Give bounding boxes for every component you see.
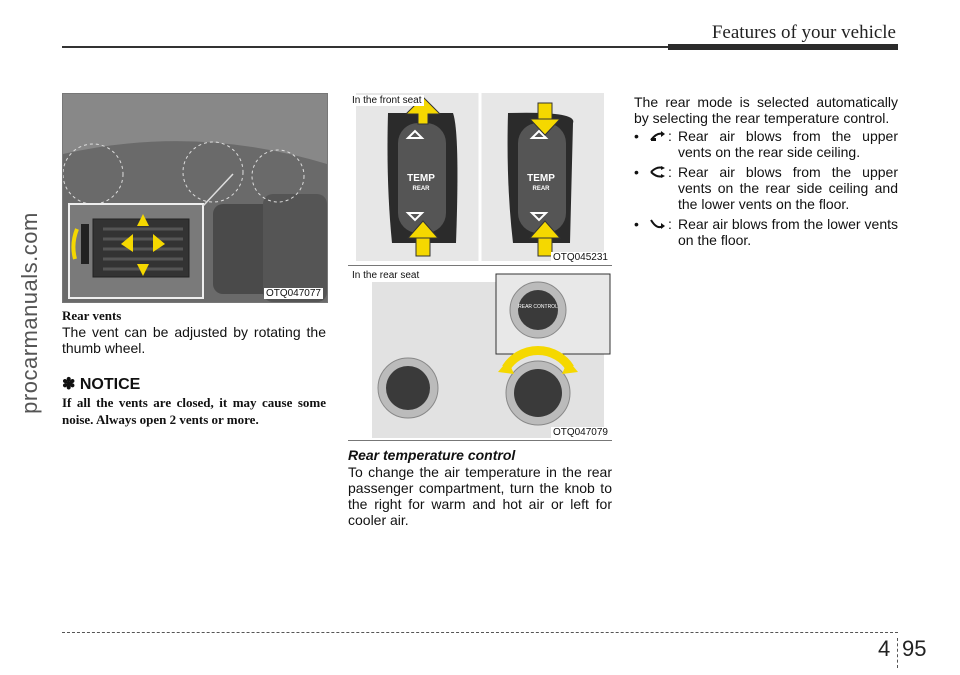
page-number: 95 — [902, 636, 927, 661]
rear-label-left: REAR — [412, 186, 430, 192]
list-item: • : Rear air blows from the lower vents on the floor. — [634, 216, 898, 248]
list-item: • : Rear air blows from the upper vents on the rear side ceiling and the lower vents on the floor. — [634, 164, 898, 212]
bullet-text: Rear air blows from the upper vents on the rear side ceiling and the lower vents on the floor. — [678, 164, 898, 212]
bullet-text: Rear air blows from the upper vents on the rear side ceiling. — [678, 128, 898, 160]
rear-seat-figure — [348, 268, 612, 441]
list-item: • : Rear air blows from the upper vents on the rear side ceiling. — [634, 128, 898, 160]
notice-title: ✽ NOTICE — [62, 376, 141, 393]
side-watermark: procarmanuals.com — [17, 212, 42, 414]
rear-vents-body: The vent can be adjusted by rotating the thumb wheel. — [62, 324, 326, 356]
upper-vent-icon — [646, 128, 668, 160]
floor-vent-icon — [646, 216, 668, 248]
header-bar — [668, 44, 898, 50]
bi-level-vent-icon — [646, 164, 668, 212]
knob-label: REAR CONTROL — [518, 304, 558, 310]
notice-body: If all the vents are closed, it may cause some noise. Always open 2 vents or more. — [62, 395, 326, 427]
front-seat-figure — [348, 93, 612, 266]
front-seat-label: In the front seat — [352, 95, 422, 106]
rear-label-right: REAR — [532, 186, 550, 192]
header-title: Features of your vehicle — [711, 22, 896, 43]
rear-temp-body: To change the air temperature in the rear passenger compartment, turn the knob to the right for warm and hot air or left for cooler air. — [348, 464, 612, 528]
rear-mode-intro: The rear mode is selected automatically by selecting the rear temperature control. — [634, 94, 898, 126]
page-separator — [897, 638, 898, 668]
front-seat-illustration — [348, 93, 612, 265]
rear-mode-list — [634, 128, 898, 248]
front-seat-code: OTQ045231 — [552, 252, 608, 263]
rear-seat-label: In the rear seat — [352, 270, 420, 281]
rear-seat-illustration — [348, 268, 612, 440]
rear-vents-heading: Rear vents — [62, 308, 122, 323]
chapter-number: 4 — [878, 636, 891, 661]
rear-vents-figure — [62, 93, 328, 303]
figure-code: OTQ047077 — [265, 288, 321, 299]
temp-label-right: TEMP — [527, 173, 555, 184]
temp-label-left: TEMP — [407, 173, 435, 184]
rear-temp-heading: Rear temperature control — [348, 447, 516, 463]
rear-vents-illustration — [63, 94, 327, 302]
rear-seat-code: OTQ047079 — [552, 427, 608, 438]
bullet-text: Rear air blows from the lower vents on the floor. — [678, 216, 898, 248]
footer-rule — [62, 632, 898, 633]
